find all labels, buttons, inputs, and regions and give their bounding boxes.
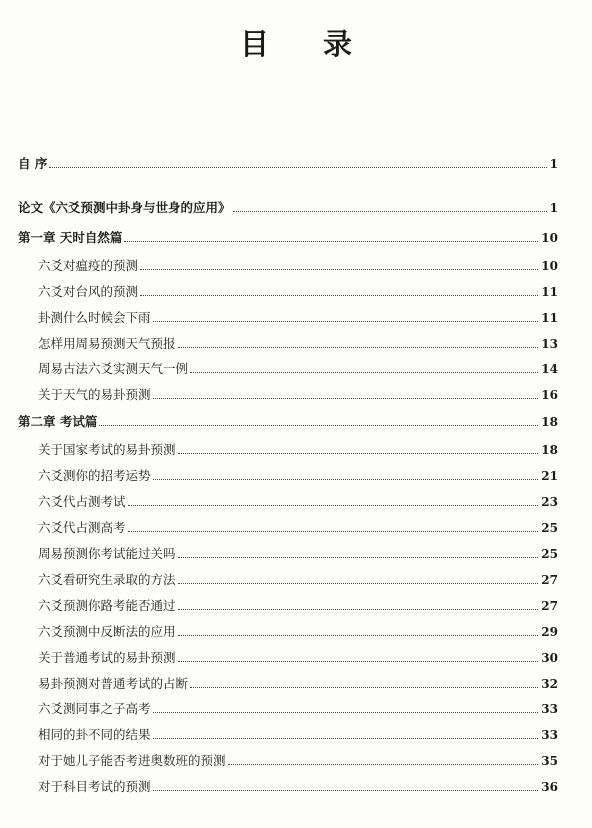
toc-page-number: 30 <box>541 651 558 665</box>
dot-leader <box>153 737 539 739</box>
toc-entry[interactable] <box>38 280 558 300</box>
toc-entry-text: 六爻代占测高考 <box>38 520 126 535</box>
toc-entry[interactable] <box>38 542 558 562</box>
dot-leader <box>153 320 539 322</box>
toc-entry-text: 六爻对台风的预测 <box>38 284 139 299</box>
toc-entry[interactable] <box>38 646 558 666</box>
toc-entry[interactable] <box>38 697 558 717</box>
toc-page-number: 27 <box>541 599 558 613</box>
toc-entry-text: 六爻看研究生录取的方法 <box>38 572 176 587</box>
toc-entry[interactable] <box>38 620 558 640</box>
toc-page-number: 33 <box>541 702 558 716</box>
dot-leader <box>140 294 538 296</box>
toc-page-number: 1 <box>549 157 558 171</box>
toc-entry[interactable] <box>38 306 558 326</box>
toc-entry-chapter-2[interactable] <box>18 410 558 430</box>
toc-page-number: 33 <box>541 728 558 742</box>
dot-leader <box>190 686 538 688</box>
toc-page-number: 13 <box>541 337 558 351</box>
dot-leader <box>233 210 547 212</box>
toc-entry[interactable] <box>38 357 558 377</box>
toc-entry[interactable] <box>38 775 558 795</box>
dot-leader <box>178 452 539 454</box>
toc-page-number: 21 <box>541 469 558 483</box>
dot-leader <box>178 346 539 348</box>
toc-entry[interactable] <box>38 464 558 484</box>
toc-entry-text: 论文《六爻预测中卦身与世身的应用》 <box>18 200 231 215</box>
toc-page-number: 10 <box>541 259 558 273</box>
toc-page-number: 32 <box>541 677 558 691</box>
toc-page-number: 18 <box>541 443 558 457</box>
toc-page-number: 25 <box>541 521 558 535</box>
dot-leader <box>153 711 539 713</box>
toc-entry-text: 自 序 <box>18 156 48 171</box>
dot-leader <box>178 582 539 584</box>
page-title: 目 录 <box>239 27 375 61</box>
toc-entry-text: 第一章 天时自然篇 <box>18 230 123 245</box>
dot-leader <box>153 478 539 480</box>
toc-entry-text: 关于普通考试的易卦预测 <box>38 650 176 665</box>
toc-entry-text: 周易预测你考试能过关吗 <box>38 546 176 561</box>
dot-leader <box>153 789 539 791</box>
dot-leader <box>178 556 539 558</box>
toc-entry-text: 相同的卦不同的结果 <box>38 727 151 742</box>
toc-entry-paper[interactable] <box>18 196 558 216</box>
dot-leader <box>124 240 538 242</box>
toc-entry-text: 对于科目考试的预测 <box>38 779 151 794</box>
dot-leader <box>128 504 539 506</box>
toc-page-number: 18 <box>541 415 558 429</box>
toc-page-number: 29 <box>541 625 558 639</box>
toc-entry[interactable] <box>38 723 558 743</box>
toc-entry-text: 六爻代占测考试 <box>38 494 126 509</box>
toc-entry-text: 怎样用周易预测天气预报 <box>38 336 176 351</box>
dot-leader <box>128 530 539 532</box>
toc-entry-chapter-1[interactable] <box>18 226 558 246</box>
dot-leader <box>178 634 539 636</box>
dot-leader <box>178 660 539 662</box>
toc-entry-text: 六爻预测中反断法的应用 <box>38 624 176 639</box>
dot-leader <box>140 268 538 270</box>
toc-entry-text: 第二章 考试篇 <box>18 414 98 429</box>
toc-entry-text: 卦测什么时候会下雨 <box>38 310 151 325</box>
toc-entry[interactable] <box>38 568 558 588</box>
toc-entry[interactable] <box>38 490 558 510</box>
dot-leader <box>99 424 538 426</box>
toc-entry-text: 关于天气的易卦预测 <box>38 387 151 402</box>
toc-entry-text: 六爻对瘟疫的预测 <box>38 258 139 273</box>
toc-page-number: 16 <box>541 388 558 402</box>
toc-entry[interactable] <box>38 332 558 352</box>
toc-page-number: 1 <box>549 201 558 215</box>
toc-entry-text: 对于她儿子能否考进奥数班的预测 <box>38 753 226 768</box>
toc-entry-preface[interactable] <box>18 152 558 172</box>
toc-entry[interactable] <box>38 749 558 769</box>
dot-leader <box>190 371 538 373</box>
dot-leader <box>228 763 539 765</box>
toc-entry-text: 关于国家考试的易卦预测 <box>38 442 176 457</box>
toc-page-number: 11 <box>541 311 558 325</box>
toc-page-number: 23 <box>541 495 558 509</box>
toc-entry[interactable] <box>38 672 558 692</box>
toc-entry[interactable] <box>38 254 558 274</box>
toc-page-number: 35 <box>541 754 558 768</box>
toc-page-number: 25 <box>541 547 558 561</box>
toc-entry-text: 六爻测你的招考运势 <box>38 468 151 483</box>
toc-entry-text: 六爻预测你路考能否通过 <box>38 598 176 613</box>
dot-leader <box>153 397 539 399</box>
toc-page-number: 14 <box>541 362 558 376</box>
toc-page-number: 10 <box>541 231 558 245</box>
dot-leader <box>178 608 539 610</box>
dot-leader <box>49 166 546 168</box>
toc-page-number: 27 <box>541 573 558 587</box>
toc-entry-text: 六爻测同事之子高考 <box>38 701 151 716</box>
toc-entry-text: 周易古法六爻实测天气一例 <box>38 361 189 376</box>
toc-entry[interactable] <box>38 438 558 458</box>
toc-entry[interactable] <box>38 383 558 403</box>
toc-entry-text: 易卦预测对普通考试的占断 <box>38 676 189 691</box>
toc-entry[interactable] <box>38 594 558 614</box>
toc-page-number: 36 <box>541 780 558 794</box>
toc-page-number: 11 <box>541 285 558 299</box>
toc-entry[interactable] <box>38 516 558 536</box>
